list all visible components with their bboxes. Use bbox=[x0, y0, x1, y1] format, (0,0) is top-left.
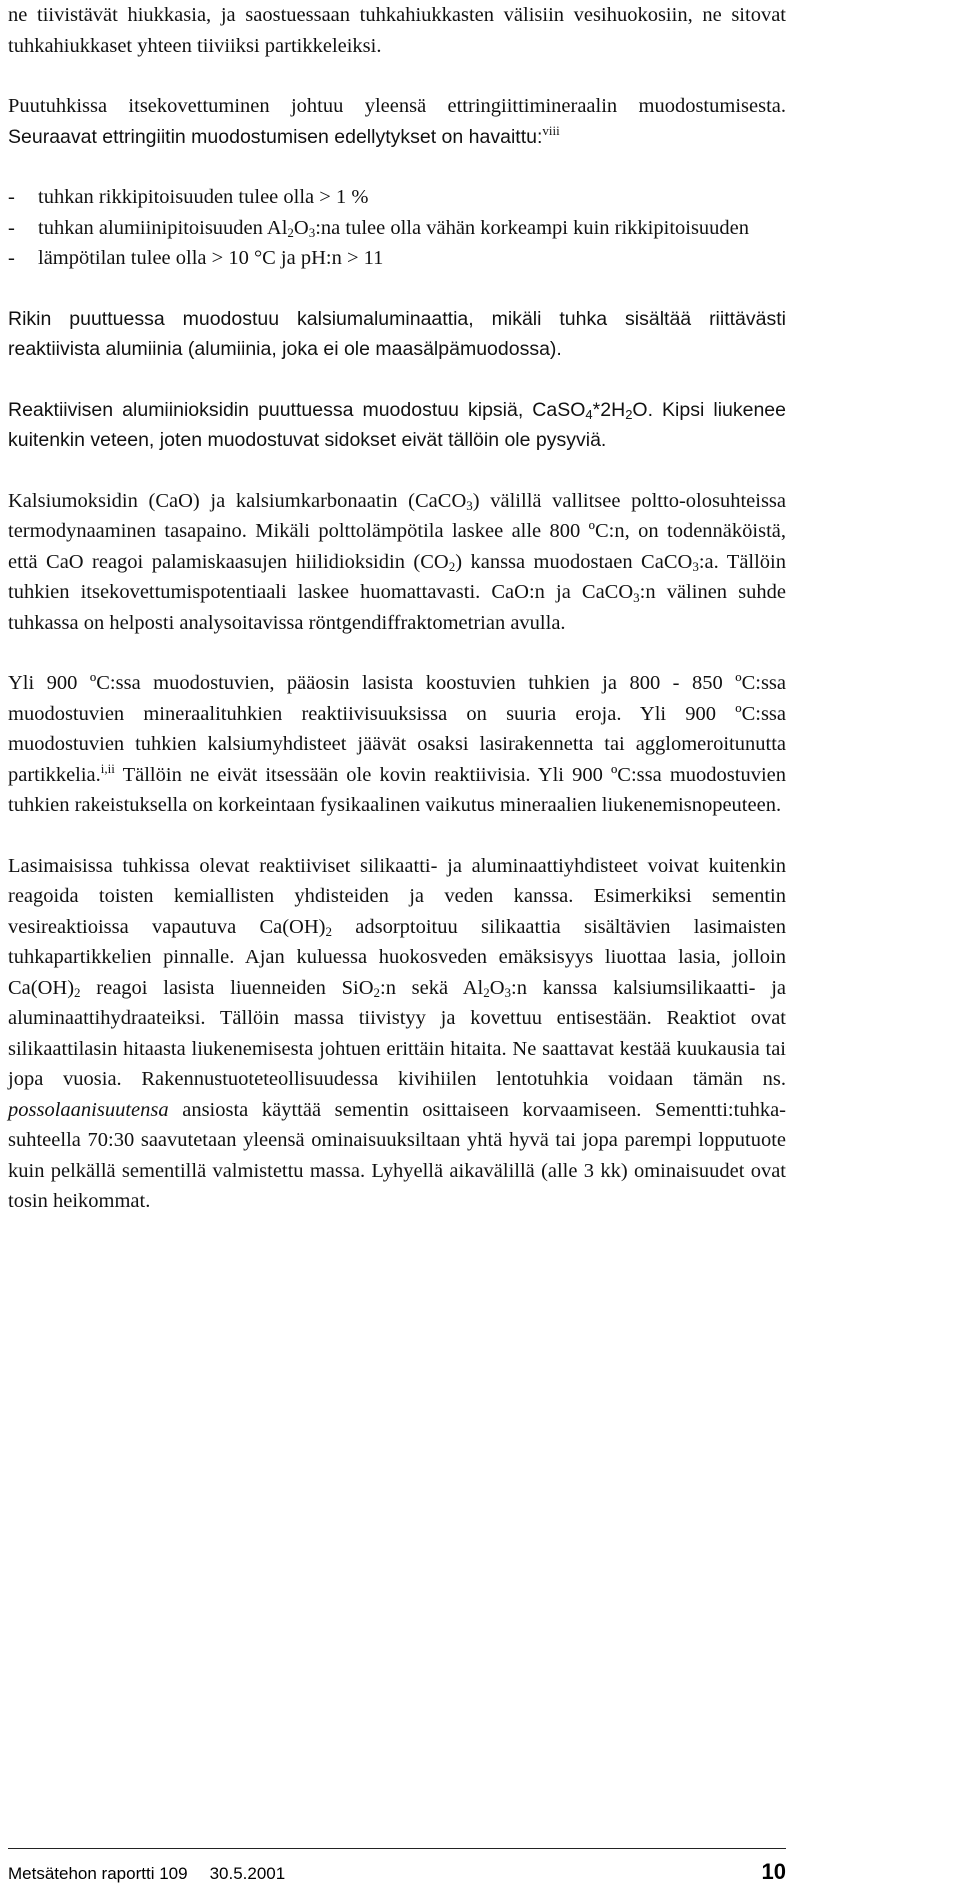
page-footer bbox=[8, 1848, 786, 1885]
subscript: 3 bbox=[308, 225, 316, 241]
list-dash: - bbox=[8, 186, 15, 208]
subscript: 2 bbox=[287, 225, 294, 241]
italic-term: possolaanisuutensa bbox=[8, 1098, 169, 1121]
document-body bbox=[8, 0, 786, 1217]
list-item-text bbox=[38, 213, 786, 244]
text-run: ) kanssa muodostaen CaCO bbox=[455, 550, 693, 573]
text-run: ) välillä vallitsee poltto-olosuhteissa termodynaaminen tasapaino. Mikäli polttolämpötila laskee alle 800 ºC:n, on todennäköistä, että CaO reagoi palamiskaasujen hiilidioksidin (CO bbox=[8, 489, 786, 573]
report-date: 30.5.2001 bbox=[209, 1864, 286, 1883]
list-item bbox=[8, 213, 786, 244]
page-number: 10 bbox=[761, 1859, 786, 1884]
text-run: Kalsiumoksidin (CaO) ja kalsiumkarbonaatin (CaCO bbox=[8, 489, 467, 512]
paragraph-1-sans: Seuraavat ettringiitin muodostumisen edellytykset on havaittu: bbox=[8, 125, 543, 148]
subscript: 2 bbox=[625, 407, 633, 423]
paragraph-1 bbox=[8, 91, 786, 152]
list-item bbox=[8, 243, 786, 274]
list-item bbox=[8, 182, 786, 213]
text-run: Tällöin ne eivät itsessään ole kovin reaktiivisia. Yli 900 ºC:ssa muodostuvien tuhkien rakeistuksella on korkeintaan fysikaalinen vaikutus mineraalien liukenemisnopeuteen. bbox=[8, 763, 786, 816]
text-run: :a. Tällöin tuhkien itsekovettumispotentiaali laskee huomattavasti. CaO:n ja CaCO bbox=[8, 550, 787, 603]
subscript: 3 bbox=[504, 985, 512, 1001]
text-run: :n välinen suhde tuhkassa on helposti analysoitavissa röntgendiffraktometrian avulla. bbox=[8, 581, 786, 634]
subscript: 2 bbox=[74, 985, 81, 1001]
list-item-text: lämpötilan tulee olla > 10 °C ja pH:n > 11 bbox=[38, 247, 384, 269]
subscript: 2 bbox=[448, 559, 456, 575]
paragraph-1-serif: Puutuhkissa itsekovettuminen johtuu yleensä ettringiittimineraalin muodostumisesta. bbox=[8, 95, 786, 117]
paragraph-2: Rikin puuttuessa muodostuu kalsiumaluminaattia, mikäli tuhka sisältää riittävästi reaktiivista alumiinia (alumiinia, joka ei ole maasälpämuodossa). bbox=[8, 307, 786, 360]
list-dash: - bbox=[8, 216, 15, 239]
list-item-text: tuhkan rikkipitoisuuden tulee olla > 1 % bbox=[38, 186, 369, 208]
subscript: 2 bbox=[325, 924, 332, 940]
text-run: ansiosta käyttää sementin osittaiseen korvaamiseen. Sementti:tuhka-suhteella 70:30 saavutetaan yleensä ominaisuuksiltaan yhtä hyvä tai jopa parempi lopputuote kuin pelkällä sementillä valmistettu massa. Lyhyellä aikavälillä (alle 3 kk) ominaisuudet ovat tosin heikommat. bbox=[8, 1098, 786, 1212]
subscript: 3 bbox=[633, 589, 640, 605]
text-run: Yli 900 ºC:ssa muodostuvien, pääosin lasista koostuvien tuhkien ja 800 - 850 ºC:ssa muodostuvien mineraalituhkien reaktiivisuuksissa on suuria eroja. Yli 900 ºC:ssa muodostuvien tuhkien kalsiumyhdisteet jäävät osaksi lasirakennetta tai agglomeroitunutta partikkelia. bbox=[8, 672, 786, 786]
text-run: *2H bbox=[592, 398, 626, 421]
paragraph-0: ne tiivistävät hiukkasia, ja saostuessaan tuhkahiukkasten välisiin vesihuokosiin, ne sitovat tuhkahiukkaset yhteen tiiviiksi partikkeleiksi. bbox=[8, 4, 786, 57]
text-run: O. Kipsi liukenee kuitenkin veteen, joten muodostuvat sidokset eivät tällöin ole pysyviä. bbox=[8, 398, 786, 451]
text-run: :n sekä Al bbox=[380, 976, 484, 999]
subscript: 3 bbox=[466, 498, 473, 514]
subscript: 2 bbox=[373, 985, 380, 1001]
text-run: Reaktiivisen alumiinioksidin puuttuessa muodostuu kipsiä, CaSO bbox=[8, 398, 586, 421]
subscript: 3 bbox=[692, 559, 699, 575]
text-run: :n kanssa kalsiumsilikaatti- ja aluminaattihydraateiksi. Tällöin massa tiivistyy ja kovettuu entisestään. Reaktiot ovat silikaattilasin hitaasta liukenemisesta johtuen erittäin hitaita. Ne saattavat kestää kuukausia tai jopa vuosia. Rakennustuoteteollisuudessa kivihiilen lentotuhkia voidaan tämän ns. bbox=[8, 976, 786, 1090]
text-run: O bbox=[293, 216, 309, 239]
paragraph-4 bbox=[8, 486, 786, 639]
subscript: 4 bbox=[585, 407, 593, 423]
text-run: adsorptoituu silikaattia sisältävien lasimaisten tuhkapartikkelien pinnalle. Ajan kuluessa huokosveden emäksisyys liuottaa lasia, jolloin Ca(OH) bbox=[8, 915, 787, 999]
paragraph-6 bbox=[8, 851, 786, 1217]
report-name: Metsätehon raportti 109 bbox=[8, 1864, 188, 1883]
text-run: :na tulee olla vähän korkeampi kuin rikkipitoisuuden bbox=[315, 216, 750, 239]
condition-list bbox=[8, 182, 786, 274]
footnote-ref: i,ii bbox=[100, 761, 115, 777]
subscript: 2 bbox=[483, 985, 490, 1001]
text-run: Lasimaisissa tuhkissa olevat reaktiiviset silikaatti- ja aluminaattiyhdisteet voivat kuitenkin reagoida toisten kemiallisten yhdisteiden ja veden kanssa. Esimerkiksi sementin vesireaktioissa vapautuva Ca(OH) bbox=[8, 854, 786, 938]
text-run: O bbox=[489, 976, 505, 999]
footnote-ref-viii: viii bbox=[542, 123, 560, 139]
text-run: reagoi lasista liuenneiden SiO bbox=[80, 976, 374, 999]
paragraph-5 bbox=[8, 668, 786, 821]
list-dash: - bbox=[8, 247, 15, 269]
text-run: tuhkan alumiinipitoisuuden Al bbox=[38, 216, 288, 239]
paragraph-3 bbox=[8, 395, 786, 456]
